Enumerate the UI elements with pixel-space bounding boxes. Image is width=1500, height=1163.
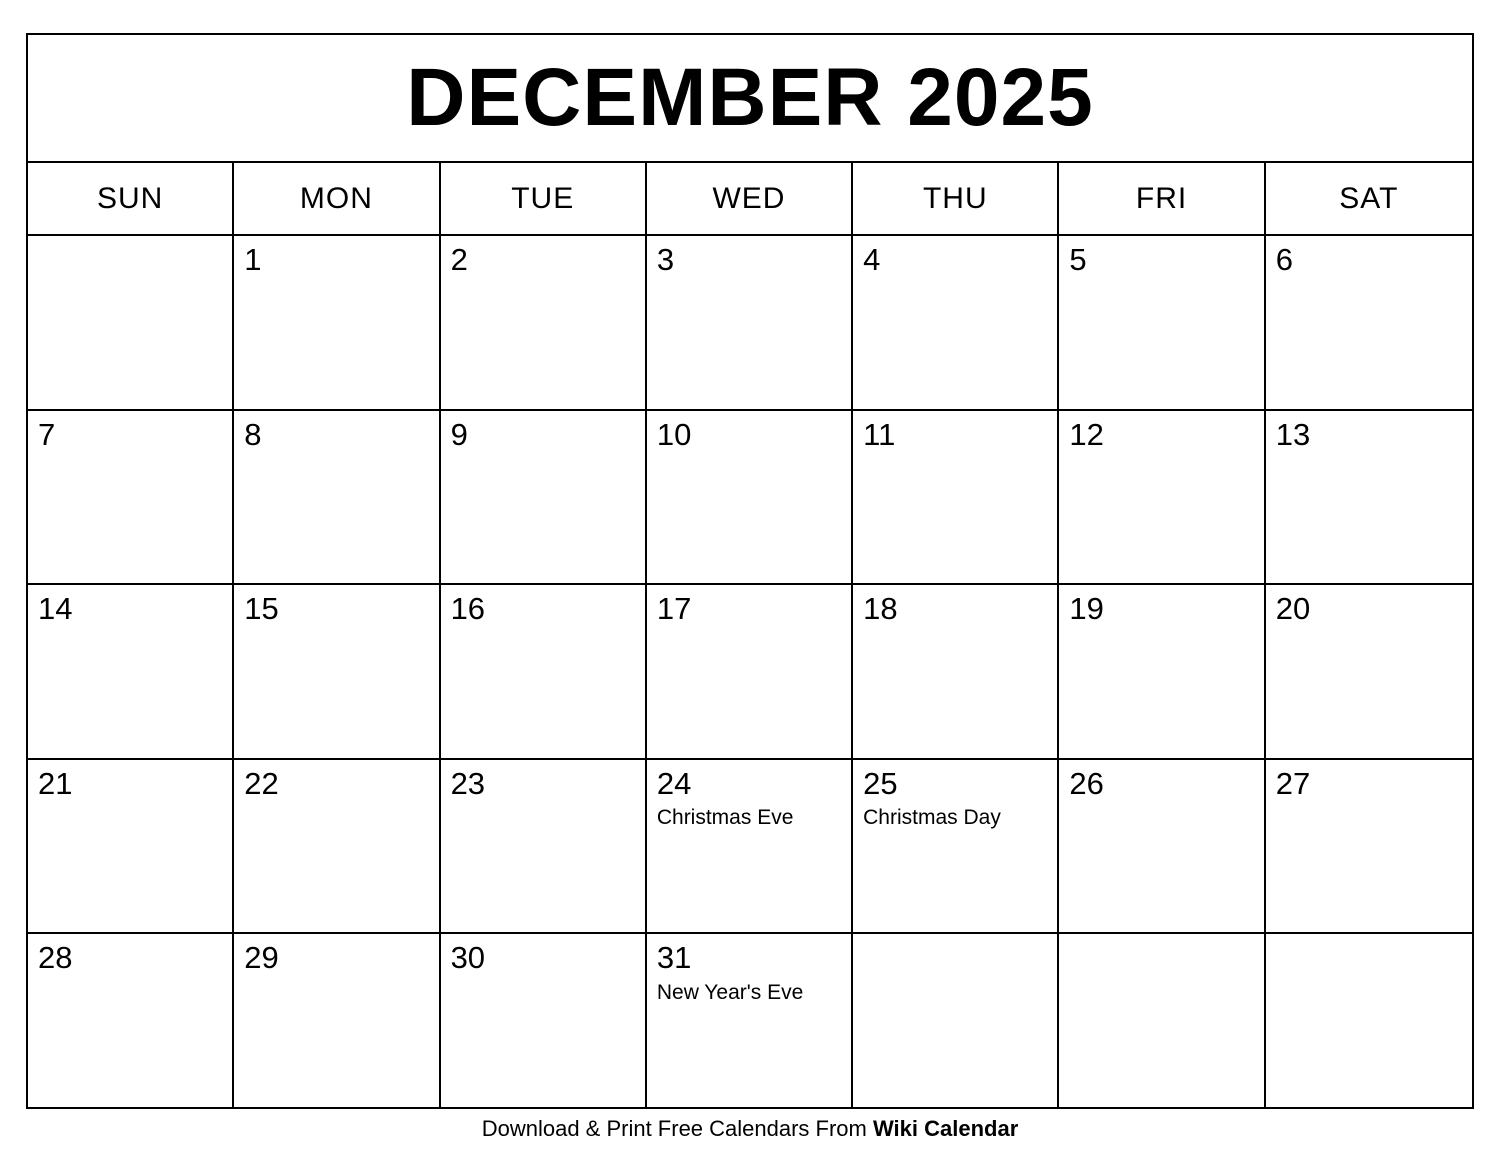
weekday-header-fri: FRI [1059,163,1265,234]
day-cell[interactable] [28,411,234,584]
day-number: 20 [1275,591,1311,627]
day-cell[interactable] [441,236,647,409]
day-number: 23 [450,765,486,801]
day-number: 26 [1069,765,1104,801]
day-cell[interactable] [1266,236,1472,409]
day-cell[interactable] [647,934,853,1107]
day-cell[interactable] [1266,760,1472,933]
day-number: 1 [244,242,262,277]
day-number: 12 [1069,416,1104,452]
day-cell[interactable] [234,585,440,758]
day-number: 5 [1069,242,1087,277]
day-cell[interactable] [441,411,647,584]
day-cell[interactable] [647,236,853,409]
day-cell[interactable] [28,760,234,933]
day-number: 21 [38,765,73,801]
day-number: 16 [450,591,486,627]
day-number: 19 [1069,591,1104,627]
day-event: Christmas Day [863,806,1001,830]
day-cell[interactable] [441,760,647,933]
day-cell[interactable] [1266,934,1472,1107]
footer-brand[interactable]: Wiki Calendar [872,1116,1019,1141]
day-cell[interactable] [234,236,440,409]
weekday-header-sun: SUN [28,163,234,234]
day-cell[interactable] [1059,585,1265,758]
day-number: 18 [863,591,898,627]
day-cell[interactable] [28,585,234,758]
day-cell[interactable] [853,411,1059,584]
day-number: 28 [38,940,73,976]
day-event: New Year's Eve [656,980,804,1004]
day-number: 8 [244,416,262,452]
day-cell[interactable] [853,934,1059,1107]
day-event: Christmas Eve [656,806,794,830]
day-cell[interactable] [28,236,234,409]
day-cell[interactable] [853,760,1059,933]
footer-credit [0,1116,1500,1142]
day-number: 14 [38,591,73,627]
day-cell[interactable] [234,760,440,933]
weekday-header-thu: THU [853,163,1059,234]
weekday-header-wed: WED [647,163,853,234]
day-number: 17 [656,591,692,627]
day-cell[interactable] [1266,585,1472,758]
day-cell[interactable] [1059,934,1265,1107]
day-number: 4 [863,242,881,277]
day-cell[interactable] [647,411,853,584]
week-row [28,411,1472,586]
day-number: 11 [863,416,896,452]
weekday-header-row [28,163,1472,236]
day-number: 31 [656,940,692,976]
day-cell[interactable] [234,411,440,584]
week-row [28,236,1472,411]
day-number: 10 [656,416,692,452]
day-cell[interactable] [1059,760,1265,933]
weekday-header-tue: TUE [441,163,647,234]
week-row [28,934,1472,1107]
footer-text: Download & Print Free Calendars From [481,1116,873,1141]
day-number: 9 [450,416,468,452]
calendar-weeks [28,236,1472,1107]
day-cell[interactable] [441,934,647,1107]
day-number: 7 [38,416,56,452]
day-cell[interactable] [647,760,853,933]
day-cell[interactable] [1059,236,1265,409]
page-title: DECEMBER 2025 [406,52,1094,143]
day-number: 2 [450,242,468,277]
day-cell[interactable] [234,934,440,1107]
day-number: 3 [656,242,675,277]
day-cell[interactable] [1266,411,1472,584]
day-number: 29 [244,940,279,976]
calendar-grid [26,33,1474,1109]
day-cell[interactable] [853,585,1059,758]
calendar-title-bar [28,35,1472,163]
day-number: 30 [450,940,486,976]
day-cell[interactable] [28,934,234,1107]
day-cell[interactable] [441,585,647,758]
day-number: 13 [1275,416,1311,452]
day-number: 24 [656,765,692,801]
day-number: 6 [1275,242,1293,277]
day-number: 22 [244,765,279,801]
day-cell[interactable] [647,585,853,758]
week-row [28,760,1472,935]
day-cell[interactable] [1059,411,1265,584]
weekday-header-mon: MON [234,163,440,234]
day-number: 27 [1275,765,1311,801]
week-row [28,585,1472,760]
day-number: 25 [863,765,898,801]
weekday-header-sat: SAT [1339,181,1399,215]
day-number: 15 [244,591,279,627]
day-cell[interactable] [853,236,1059,409]
